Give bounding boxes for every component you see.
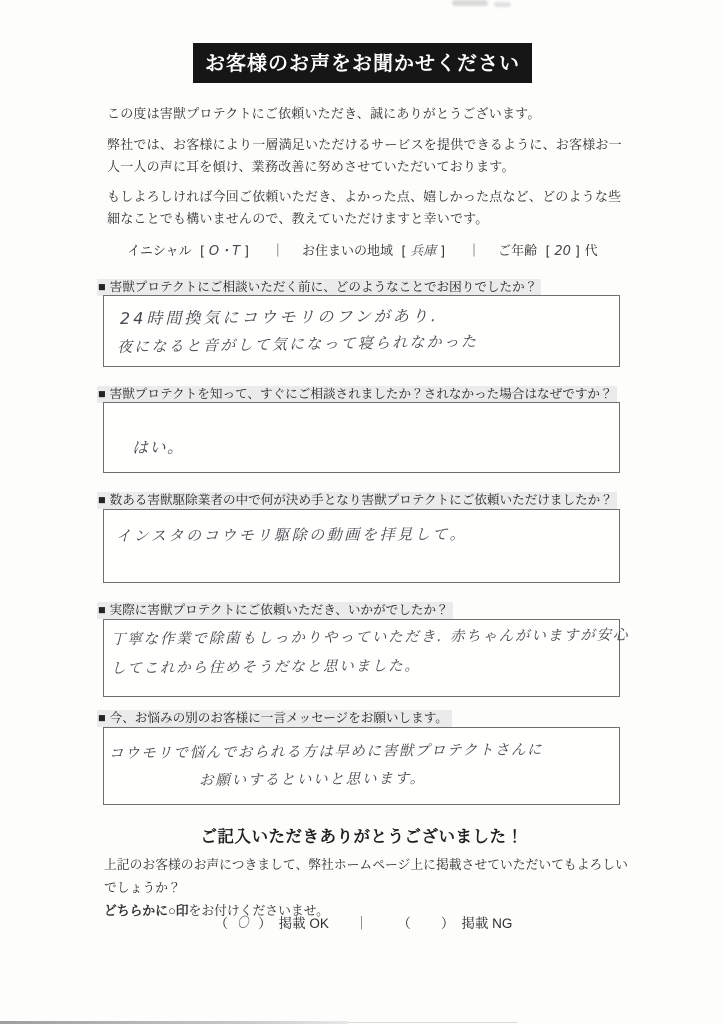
bracket-open: [ xyxy=(200,243,204,259)
question-4-label: ■ 実際に害獣プロテクトにご依頼いただき、いかがでしたか？ xyxy=(97,599,637,618)
paren-open: （ xyxy=(214,916,229,931)
question-3-answer-box xyxy=(103,509,620,583)
permission-bold-part: どちらかに○印 xyxy=(104,902,189,918)
handwritten-circle-mark: 〇 xyxy=(237,914,250,932)
paren-open: （ xyxy=(397,916,411,931)
square-bullet-icon: ■ xyxy=(98,493,106,507)
handwritten-answer-line: 夜になると音がして気になって寝られなかった xyxy=(116,332,479,356)
scan-edge-line xyxy=(348,1022,518,1023)
square-bullet-icon: ■ xyxy=(98,387,106,401)
divider: ｜ xyxy=(271,243,285,259)
paren-close: ） xyxy=(258,916,272,931)
publish-ng-label: 掲載 NG xyxy=(461,916,513,931)
question-3-label: ■ 数ある害獣駆除業者の中で何が決め手となり害獣プロテクトにご依頼いただけましたか？ xyxy=(97,489,637,508)
permission-rest: をお付けくださいませ。 xyxy=(188,902,329,918)
paren-close: ） xyxy=(440,916,455,931)
handwritten-answer-line: 24時間換気にコウモリのフンがあり. xyxy=(119,306,439,328)
intro-paragraph: もしよろしければ今回ご依頼いただき、よかった点、嬉しかった点など、どのような些細なことでも構いませんので、教えていただけますと幸いです。 xyxy=(107,189,622,227)
bracket-open: [ xyxy=(545,243,550,259)
permission-line: 上記のお客様のお声につきまして、弊社ホームページ上に掲載させていただいてもよろしいでしょうか？ xyxy=(104,857,628,895)
divider: ｜ xyxy=(467,243,481,259)
bracket-close: ] xyxy=(441,243,445,259)
region-value-handwritten: 兵庫 xyxy=(410,244,437,260)
intro-paragraphs xyxy=(97,103,628,230)
handwritten-answer-line: してこれから住めそうだなと思いました。 xyxy=(110,658,421,677)
intro-paragraph: この度は害獣プロテクトにご依頼いただき、誠にありがとうございます。 xyxy=(107,106,541,121)
question-5-label: ■ 今、お悩みの別のお客様に一言メッセージをお願いします。 xyxy=(97,707,637,726)
page-title: お客様のお声をお聞かせください xyxy=(193,43,532,83)
initial-value-handwritten: O・T xyxy=(208,244,241,260)
age-suffix: 代 xyxy=(584,243,598,259)
bracket-close: ] xyxy=(245,243,249,259)
age-label: ご年齢 xyxy=(498,243,538,259)
form-header-area xyxy=(97,43,628,259)
question-2-answer-box xyxy=(103,402,620,473)
square-bullet-icon: ■ xyxy=(98,280,106,294)
square-bullet-icon: ■ xyxy=(98,603,106,617)
question-1-answer-box xyxy=(103,295,620,367)
bracket-open: [ xyxy=(401,243,406,259)
handwritten-answer-line: 丁寧な作業で除菌もしっかりやっていただき. 赤ちゃんがいますが安心 xyxy=(110,627,630,648)
age-value-handwritten: 20 xyxy=(554,244,571,260)
divider: ｜ xyxy=(354,916,369,931)
initial-label: イニシャル xyxy=(127,243,192,259)
question-5-answer-box xyxy=(103,727,620,805)
thank-you-heading: ご記入いただきありがとうございました！ xyxy=(200,828,524,846)
scan-smudge xyxy=(452,0,488,6)
respondent-profile-row xyxy=(97,240,628,259)
question-4-answer-box xyxy=(103,619,630,697)
handwritten-answer-line: お願いするといいと思います。 xyxy=(198,771,427,789)
handwritten-answer-line: はい。 xyxy=(131,437,185,457)
publish-ok-label: 掲載 OK xyxy=(278,916,329,931)
scan-smudge xyxy=(494,2,511,7)
square-bullet-icon: ■ xyxy=(98,711,106,725)
question-1-label: ■ 害獣プロテクトにご相談いただく前に、どのようなことでお困りでしたか？ xyxy=(97,276,637,295)
intro-paragraph: 弊社では、お客様により一層満足いただけるサービスを提供できるように、お客様お一人一人の声に耳を傾け、業務改善に努めさせていただいております。 xyxy=(107,136,622,174)
question-2-label: ■ 害獣プロテクトを知って、すぐにご相談されましたか？されなかった場合はなぜですか？ xyxy=(97,383,637,402)
consent-mark-row xyxy=(0,912,724,932)
region-label: お住まいの地域 xyxy=(301,243,393,259)
bracket-close: ] xyxy=(575,243,580,259)
handwritten-answer-line: コウモリで悩んでおられる方は早めに害獣プロテクトさんに xyxy=(108,742,544,762)
handwritten-answer-line: インスタのコウモリ駆除の動画を拝見して。 xyxy=(115,525,468,545)
